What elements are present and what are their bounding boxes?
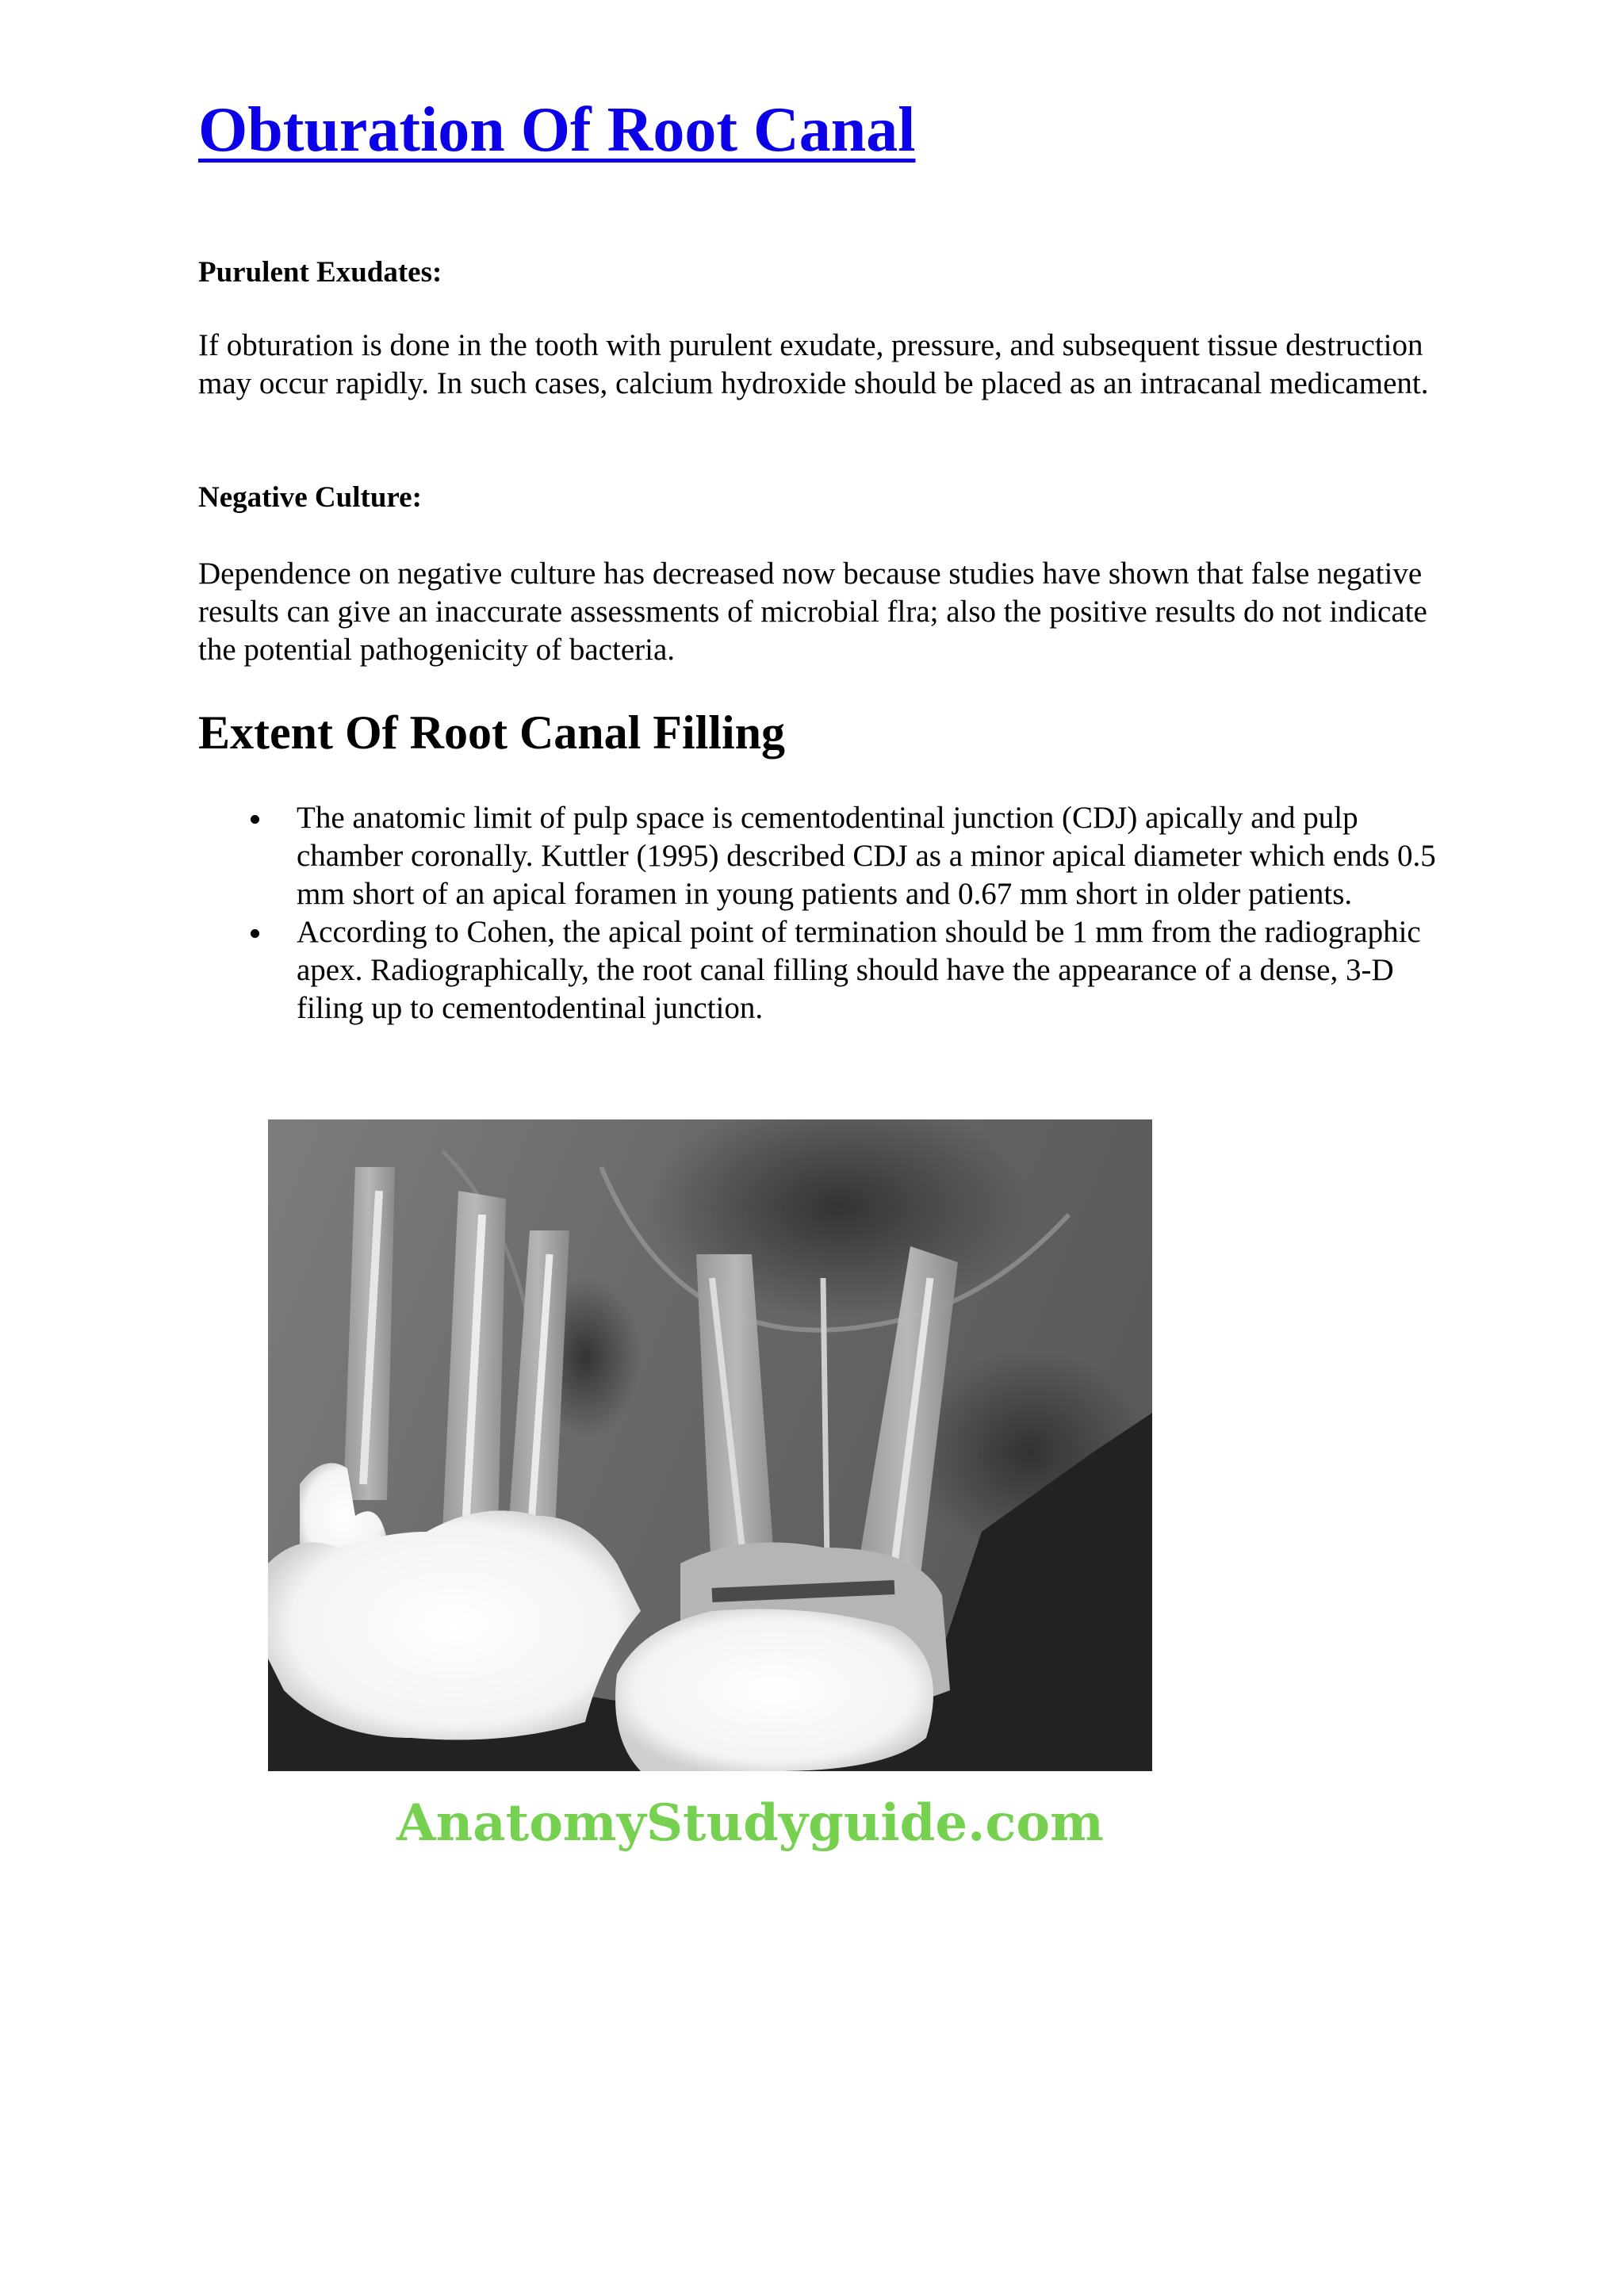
list-item	[198, 913, 1467, 1027]
bullet-icon	[251, 929, 259, 938]
extent-heading: Extent Of Root Canal Filling	[198, 706, 786, 759]
bullet-text: According to Cohen, the apical point of termination should be 1 mm from the radiographic apex. Radiographically, the root canal filling should have the appearance of a dense, 3-D filing up to cementodentinal junction.	[297, 915, 1421, 1025]
extent-bullet-list	[198, 799, 1467, 1027]
bullet-icon	[251, 815, 259, 824]
list-item	[198, 799, 1467, 913]
negative-culture-heading: Negative Culture:	[198, 481, 422, 514]
negative-culture-paragraph: Dependence on negative culture has decreased now because studies have shown that false negative results can give an inaccurate assessments of microbial flra; also the positive results do not indicate the potential pathogenicity of bacteria.	[198, 557, 1427, 667]
bullet-text: The anatomic limit of pulp space is cementodentinal junction (CDJ) apically and pulp chamber coronally. Kuttler (1995) described CDJ as a minor apical diameter which ends 0.5 mm short of an apical foramen in young patients and 0.67 mm short in older patients.	[297, 801, 1436, 911]
purulent-exudates-paragraph: If obturation is done in the tooth with purulent exudate, pressure, and subsequent tissue destruction may occur rapidly. In such cases, calcium hydroxide should be placed as an intracanal medicament.	[198, 328, 1429, 400]
purulent-exudates-heading: Purulent Exudates:	[198, 256, 442, 289]
page-title-link[interactable]: Obturation Of Root Canal	[198, 95, 916, 165]
page-title	[198, 94, 916, 166]
dental-radiograph-image	[268, 1119, 1152, 1771]
figure-watermark: AnatomyStudyguide.com	[396, 1793, 1104, 1853]
